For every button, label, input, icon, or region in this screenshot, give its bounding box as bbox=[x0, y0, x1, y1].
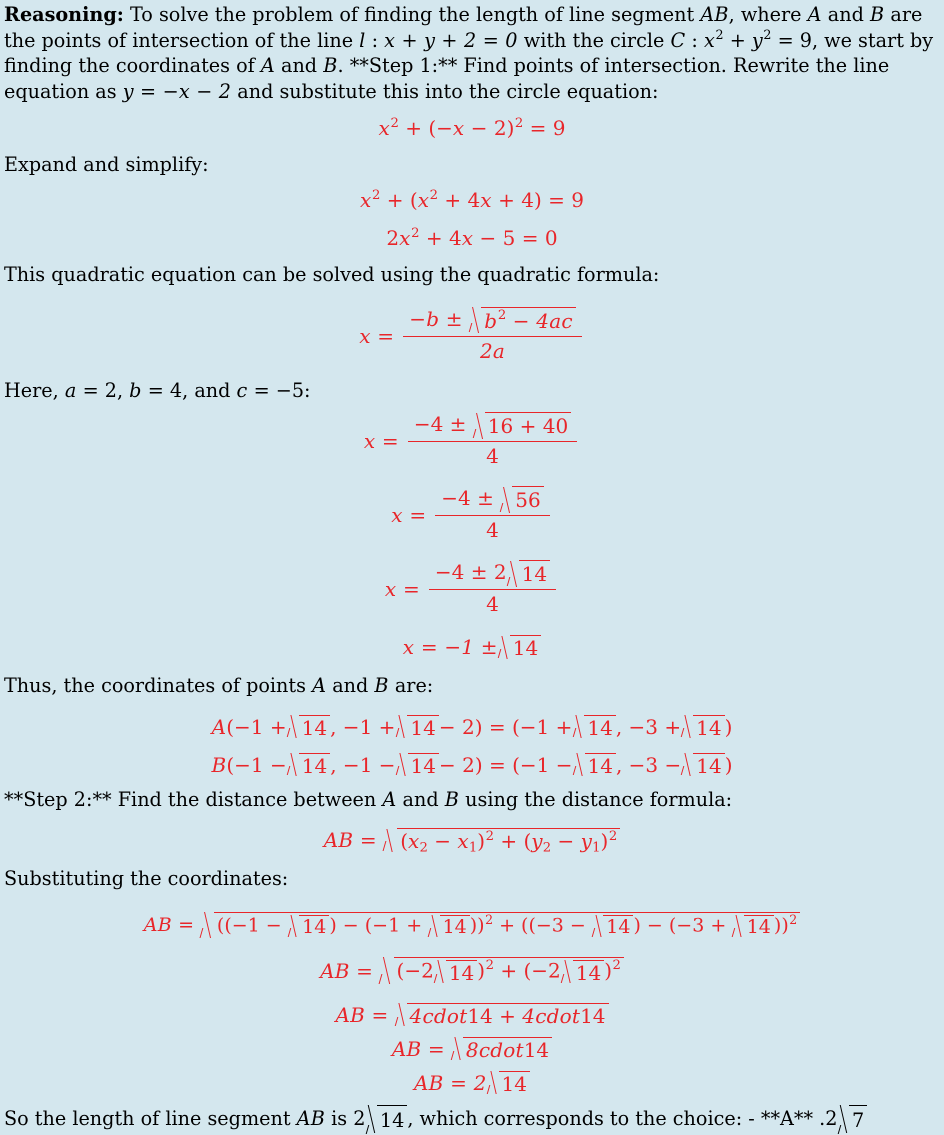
eq15-radicand bbox=[463, 1037, 552, 1061]
thus-text-1: Thus, the coordinates of points bbox=[4, 674, 313, 698]
eq16-radicand: 14 bbox=[499, 1071, 530, 1095]
sqrt-icon bbox=[379, 957, 624, 985]
eq7-radicand: 14 bbox=[519, 560, 550, 587]
radical-sign-icon bbox=[365, 1105, 377, 1135]
sqrt-icon bbox=[473, 412, 571, 439]
conclusion-text-3: , which corresponds to the choice: - **A** .2 bbox=[407, 1106, 838, 1130]
eq2-exponent-2: 2 bbox=[429, 187, 439, 203]
eq12-radicand bbox=[214, 912, 800, 939]
sqrt-icon bbox=[451, 1037, 552, 1061]
eq12-exponent-1: 2 bbox=[485, 911, 494, 927]
conclusion-text-2: is 2 bbox=[325, 1106, 366, 1130]
intro-substitution-equation: y = −x − 2 bbox=[122, 79, 232, 103]
equation-discriminant-56 bbox=[4, 487, 940, 543]
intro-text-4: are the points of intersection of the line bbox=[4, 3, 923, 52]
sqrt-icon bbox=[428, 915, 470, 938]
eq9-radicand-2: 14 bbox=[407, 715, 438, 739]
eq12-radicand-2: 14 bbox=[440, 915, 470, 938]
eq11-radicand: $(x_2 - x_1)^2 + (y_2 - y_1)^2$ bbox=[397, 828, 620, 852]
eq4-numerator bbox=[403, 307, 581, 336]
eq2-exponent-1: 2 bbox=[372, 187, 381, 203]
eq3-tail: − 5 = 0 bbox=[473, 225, 558, 250]
eq12-exponent-2: 2 bbox=[789, 911, 798, 927]
substituting-paragraph: Substituting the coordinates: bbox=[4, 867, 289, 891]
eq12-part-3: )) bbox=[469, 914, 485, 937]
radical-sign-icon bbox=[561, 960, 573, 984]
sqrt-icon bbox=[592, 915, 634, 938]
eq13-radicand-2: 14 bbox=[573, 960, 604, 984]
equation-4cdot14 bbox=[4, 1003, 940, 1027]
eq14-term-2: 4cdot bbox=[522, 1003, 581, 1028]
eq11-y1-index: 1 bbox=[592, 841, 601, 857]
equation-distance-squares bbox=[4, 957, 940, 985]
sqrt-icon bbox=[498, 635, 541, 659]
conclusion-text-1: So the length of line segment bbox=[4, 1106, 297, 1130]
eq2-x2: x bbox=[417, 187, 430, 212]
radical-sign-icon bbox=[396, 753, 408, 777]
eq6-lhs: x = bbox=[391, 503, 427, 528]
eq15-term: 8cdot bbox=[465, 1037, 524, 1062]
step2-suffix: using the distance formula: bbox=[459, 787, 733, 811]
eq15-term-number: 14 bbox=[523, 1037, 550, 1062]
sqrt-icon bbox=[434, 960, 477, 984]
sqrt-icon bbox=[365, 1105, 407, 1135]
eq13-part-2: ) bbox=[477, 958, 486, 983]
equation-x-solutions bbox=[4, 635, 940, 659]
quadratic-formula-intro: This quadratic equation can be solved using the quadratic formula: bbox=[4, 262, 660, 286]
eq14-plus: + bbox=[492, 1003, 523, 1028]
radical-sign-icon bbox=[592, 915, 603, 938]
eq12-part-2: ) − (−1 + bbox=[329, 914, 429, 937]
eq12-radicand-4: 14 bbox=[744, 915, 774, 938]
eq13-part-4: ) bbox=[604, 958, 613, 983]
intro-circle-x-exponent: 2 bbox=[715, 26, 724, 42]
equation-point-b bbox=[4, 753, 940, 777]
radical-sign-icon bbox=[498, 635, 510, 659]
eq5-num-prefix: −4 ± bbox=[413, 412, 473, 437]
eq7-num-prefix: −4 ± 2 bbox=[434, 560, 507, 585]
coordinates-intro-paragraph bbox=[4, 673, 940, 699]
eq16-lhs: AB = 2 bbox=[414, 1070, 487, 1095]
eq6-numerator bbox=[435, 486, 549, 515]
eq4-fraction bbox=[403, 307, 581, 363]
intro-point-a-2: A bbox=[260, 54, 275, 78]
eq3-x: x bbox=[399, 225, 411, 250]
radical-sign-icon bbox=[451, 1037, 463, 1061]
conclusion-segment-ab: AB bbox=[296, 1106, 326, 1130]
sqrt-icon bbox=[507, 560, 550, 587]
radical-sign-icon bbox=[487, 1071, 499, 1095]
eq1-rhs: = 9 bbox=[523, 116, 566, 141]
radical-sign-icon bbox=[473, 412, 485, 439]
eq12-radicand-1: 14 bbox=[299, 915, 329, 938]
equation-formula-substituted bbox=[4, 413, 940, 469]
intro-circle-c: C bbox=[670, 28, 686, 52]
radical-sign-icon bbox=[379, 957, 393, 985]
eq10-part-2: , −1 − bbox=[330, 752, 396, 777]
intro-point-b: B bbox=[869, 3, 885, 26]
eq2-open: + ( bbox=[380, 187, 418, 212]
conclusion-radicand-14: 14 bbox=[377, 1105, 407, 1135]
radical-sign-icon bbox=[681, 715, 693, 739]
sqrt-icon bbox=[288, 915, 330, 938]
step2-point-b: B bbox=[444, 787, 460, 811]
radical-sign-icon bbox=[288, 915, 299, 938]
intro-circle-x: x bbox=[704, 28, 716, 52]
step2-point-a: A bbox=[382, 787, 397, 811]
eq9-label-a: A bbox=[211, 714, 227, 739]
radical-sign-icon bbox=[838, 1105, 850, 1135]
radical-sign-icon bbox=[681, 753, 693, 777]
eq11-x1-index: 1 bbox=[468, 841, 478, 857]
sqrt-icon bbox=[838, 1105, 868, 1135]
thus-and: and bbox=[326, 674, 375, 698]
eq11-exponent-2: 2 bbox=[608, 829, 618, 845]
eq4-radicand bbox=[481, 307, 575, 334]
eq9-radicand-3: 14 bbox=[584, 715, 615, 739]
intro-circle-y: y bbox=[751, 28, 763, 52]
radical-sign-icon bbox=[573, 753, 585, 777]
equation-substituted-circle bbox=[4, 116, 940, 141]
equation-point-a bbox=[4, 715, 940, 739]
eq12-part-1: ((−1 − bbox=[216, 914, 288, 937]
coefficient-c: c bbox=[236, 378, 248, 402]
eq12-lhs: AB = bbox=[143, 913, 195, 936]
eq13-lhs: AB = bbox=[320, 958, 374, 983]
intro-colon-2: : bbox=[685, 28, 704, 52]
eq11-x2-index: 2 bbox=[419, 841, 428, 857]
eq14-lhs: AB = bbox=[335, 1002, 389, 1027]
step2-paragraph bbox=[4, 787, 940, 813]
eq14-term-1: 4cdot bbox=[409, 1003, 468, 1028]
radical-sign-icon bbox=[469, 307, 481, 334]
thus-text-2: are: bbox=[388, 674, 434, 698]
sqrt-icon bbox=[287, 715, 330, 739]
eq13-part-3: + (−2 bbox=[493, 958, 561, 983]
reasoning-intro-paragraph bbox=[4, 2, 940, 104]
eq8-radicand: 14 bbox=[510, 635, 541, 659]
intro-text-8: , we start by finding the coordinates of bbox=[4, 28, 934, 78]
step2-and: and bbox=[396, 787, 445, 811]
eq11-y2-index: 2 bbox=[542, 841, 552, 857]
eq3-x2: x bbox=[461, 225, 474, 250]
eq6-radicand: 56 bbox=[512, 486, 543, 513]
intro-text-9: and bbox=[274, 54, 324, 78]
eq11-y1-var: y bbox=[580, 829, 593, 854]
eq11-minus-2: − bbox=[551, 829, 581, 854]
eq10-radicand-1: 14 bbox=[299, 753, 330, 777]
intro-text-3: and bbox=[821, 3, 870, 26]
here-prefix: Here, bbox=[4, 378, 65, 402]
eq5-lhs: x = bbox=[363, 429, 399, 454]
radical-sign-icon bbox=[395, 1003, 407, 1027]
equation-distance-substituted bbox=[4, 912, 940, 939]
eq5-radicand: 16 + 40 bbox=[485, 412, 571, 439]
eq11-minus-1: − bbox=[427, 829, 458, 854]
eq15-lhs: AB = bbox=[391, 1036, 445, 1061]
thus-point-b: B bbox=[374, 674, 389, 698]
eq3-exponent: 2 bbox=[411, 225, 420, 241]
equation-expanded bbox=[4, 187, 940, 212]
eq6-denominator: 4 bbox=[435, 515, 549, 542]
eq4-denominator: 2a bbox=[403, 336, 581, 363]
intro-circle-rhs: = 9 bbox=[771, 28, 812, 52]
sqrt-icon bbox=[572, 715, 615, 739]
sqrt-icon bbox=[469, 307, 575, 334]
sqrt-icon bbox=[395, 715, 438, 739]
eq9-part-4: , −3 + bbox=[615, 714, 682, 739]
eq8-lhs: x = −1 ± bbox=[402, 635, 498, 660]
sqrt-icon bbox=[681, 753, 724, 777]
reasoning-label: Reasoning: bbox=[4, 3, 124, 26]
eq9-part-2: , −1 + bbox=[330, 714, 396, 739]
intro-point-a: A bbox=[807, 3, 822, 26]
radical-sign-icon bbox=[500, 486, 512, 513]
eq3-mid: + 4 bbox=[419, 225, 462, 250]
intro-circle-plus: + bbox=[723, 28, 752, 52]
sqrt-icon bbox=[500, 486, 543, 513]
sqrt-icon bbox=[681, 715, 724, 739]
eq1-exponent-1: 2 bbox=[390, 116, 399, 132]
sqrt-icon bbox=[561, 960, 604, 984]
eq7-fraction bbox=[429, 560, 556, 616]
sqrt-icon bbox=[287, 753, 330, 777]
eq4-num-prefix: −b ± bbox=[409, 306, 470, 331]
eq9-part-5: ) bbox=[724, 714, 733, 739]
radical-sign-icon bbox=[434, 960, 446, 984]
eq12-radicand-3: 14 bbox=[603, 915, 633, 938]
eq2-close: + 4) = 9 bbox=[491, 187, 584, 212]
eq9-radicand-4: 14 bbox=[693, 715, 724, 739]
eq4-rad-exponent: 2 bbox=[497, 308, 507, 324]
sqrt-icon bbox=[200, 912, 800, 939]
eq1-x2: x bbox=[452, 116, 465, 141]
eq13-radicand bbox=[394, 957, 624, 985]
eq1-plus: + (− bbox=[398, 116, 453, 141]
radical-sign-icon bbox=[507, 560, 519, 587]
intro-line-l: l bbox=[359, 28, 366, 52]
sqrt-icon bbox=[573, 753, 616, 777]
intro-point-b-2: B bbox=[323, 54, 338, 78]
eq4-rad-b: b bbox=[484, 308, 498, 333]
eq1-minus2: − 2) bbox=[464, 116, 515, 141]
intro-colon-1: : bbox=[365, 28, 385, 52]
intro-text-6: with the circle bbox=[517, 28, 671, 52]
expand-simplify-paragraph: Expand and simplify: bbox=[4, 153, 209, 177]
radical-sign-icon bbox=[383, 828, 397, 852]
eq13-radicand-1: 14 bbox=[446, 960, 477, 984]
eq12-part-6: )) bbox=[773, 914, 789, 937]
eq3-lead: 2 bbox=[386, 225, 400, 250]
eq11-x2-var: x bbox=[408, 829, 420, 854]
eq14-term-2-number: 14 bbox=[580, 1003, 606, 1028]
coefficients-paragraph bbox=[4, 378, 940, 404]
equation-8cdot14 bbox=[4, 1037, 940, 1061]
sqrt-icon bbox=[396, 753, 439, 777]
eq10-part-1: (−1 − bbox=[226, 752, 287, 777]
intro-circle-y-exponent: 2 bbox=[763, 26, 772, 42]
intro-text-11: and substitute this into the circle equation: bbox=[231, 79, 659, 103]
eq14-radicand bbox=[407, 1003, 609, 1027]
intro-text-2: , where bbox=[728, 3, 808, 26]
eq4-lhs: x = bbox=[359, 323, 395, 348]
eq10-radicand-3: 14 bbox=[585, 753, 616, 777]
eq11-exponent-1: 2 bbox=[485, 829, 494, 845]
eq10-radicand-4: 14 bbox=[693, 753, 724, 777]
eq9-part-3: − 2) = (−1 + bbox=[438, 714, 573, 739]
eq2-mid: + 4 bbox=[438, 187, 481, 212]
eq10-part-5: ) bbox=[724, 752, 733, 777]
eq6-fraction bbox=[435, 486, 549, 542]
eq11-lhs: AB = bbox=[323, 828, 377, 853]
eq7-lhs: x = bbox=[384, 577, 420, 602]
radical-sign-icon bbox=[287, 753, 299, 777]
conclusion-radicand-7: 7 bbox=[849, 1105, 867, 1135]
eq9-part-1: (−1 + bbox=[226, 714, 287, 739]
intro-text-10: . **Step 1:** Find points of intersection. Rewrite the line equation as bbox=[4, 54, 890, 103]
eq13-part-1: (−2 bbox=[396, 958, 434, 983]
eq10-radicand-2: 14 bbox=[408, 753, 439, 777]
eq6-num-prefix: −4 ± bbox=[441, 486, 501, 511]
radical-sign-icon bbox=[572, 715, 584, 739]
equation-discriminant-simplified bbox=[4, 561, 940, 617]
coefficient-a: a bbox=[64, 378, 77, 402]
radical-sign-icon bbox=[732, 915, 743, 938]
equation-quadratic-formula bbox=[4, 308, 940, 364]
eq7-denominator: 4 bbox=[429, 589, 556, 616]
coefficient-a-value: = 2, bbox=[76, 378, 130, 402]
thus-point-a: A bbox=[312, 674, 327, 698]
eq1-x: x bbox=[378, 116, 390, 141]
eq11-y2-var: y bbox=[531, 829, 543, 854]
eq13-exponent-2: 2 bbox=[612, 958, 621, 974]
eq2-x: x bbox=[360, 187, 372, 212]
eq7-numerator bbox=[429, 560, 556, 589]
equation-standard-form bbox=[4, 225, 940, 250]
radical-sign-icon bbox=[200, 912, 214, 939]
equation-distance-formula bbox=[4, 828, 940, 857]
eq5-fraction bbox=[408, 412, 577, 468]
sqrt-icon bbox=[383, 828, 620, 857]
eq14-term-1-number: 14 bbox=[467, 1003, 493, 1028]
intro-text-1: To solve the problem of finding the length of line segment bbox=[123, 3, 701, 26]
eq5-numerator bbox=[408, 412, 577, 441]
coefficient-c-value: = −5: bbox=[247, 378, 311, 402]
radical-sign-icon bbox=[287, 715, 299, 739]
intro-segment-ab: AB bbox=[700, 3, 729, 26]
eq12-part-4: + ((−3 − bbox=[493, 914, 592, 937]
eq13-exponent-1: 2 bbox=[485, 958, 494, 974]
radical-sign-icon bbox=[395, 715, 407, 739]
coefficient-b: b bbox=[129, 378, 142, 402]
eq5-denominator: 4 bbox=[408, 441, 577, 468]
conclusion-paragraph bbox=[4, 1105, 940, 1135]
sqrt-icon bbox=[395, 1003, 609, 1027]
radical-sign-icon bbox=[428, 915, 439, 938]
equation-final-answer bbox=[4, 1071, 940, 1095]
eq10-part-4: , −3 − bbox=[615, 752, 682, 777]
sqrt-icon bbox=[732, 915, 774, 938]
eq10-part-3: − 2) = (−1 − bbox=[438, 752, 573, 777]
eq12-part-5: ) − (−3 + bbox=[633, 914, 733, 937]
eq11-x1-var: x bbox=[457, 829, 469, 854]
sqrt-icon bbox=[487, 1071, 530, 1095]
eq2-x3: x bbox=[480, 187, 492, 212]
eq10-label-b: B bbox=[211, 752, 227, 777]
eq1-exponent-2: 2 bbox=[514, 116, 524, 132]
coefficient-b-value: = 4, and bbox=[141, 378, 237, 402]
eq4-rad-rest: − 4ac bbox=[506, 308, 573, 333]
step2-prefix: **Step 2:** Find the distance between bbox=[4, 787, 383, 811]
intro-line-equation: x + y + 2 = 0 bbox=[384, 28, 518, 52]
eq9-radicand-1: 14 bbox=[299, 715, 330, 739]
